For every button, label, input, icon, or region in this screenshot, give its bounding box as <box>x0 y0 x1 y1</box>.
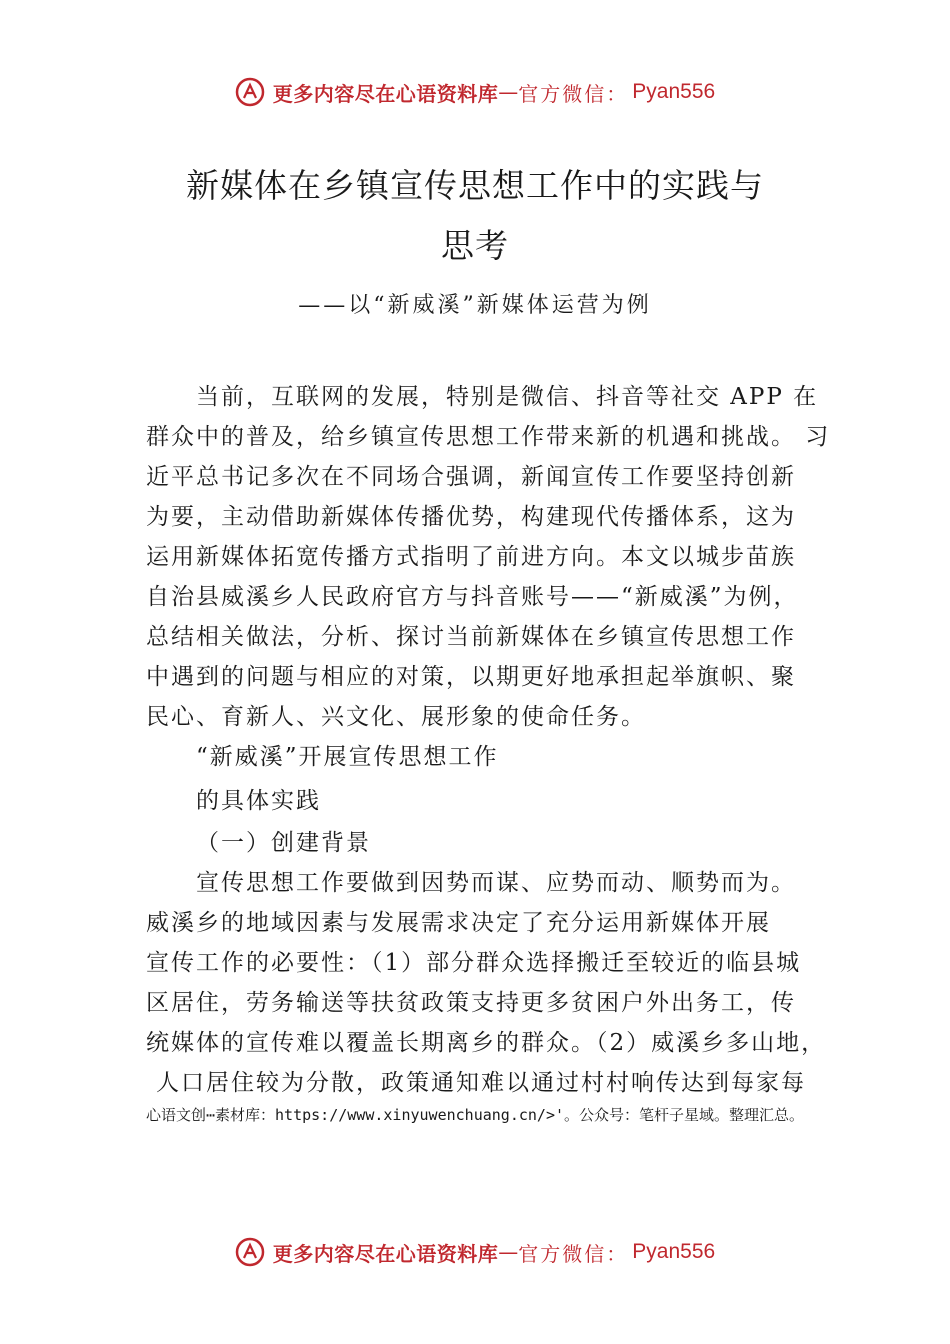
banner-wechat-label: 官方微信： <box>518 81 629 106</box>
body-line: 威溪乡的地域因素与发展需求决定了充分运用新媒体开展 <box>146 910 771 936</box>
logo-icon <box>235 1237 265 1267</box>
section-heading-line: 的具体实践 <box>196 788 321 814</box>
banner-text: 更多内容尽在心语资料库 <box>272 1241 499 1266</box>
body-line: 为要，主动借助新媒体传播优势，构建现代传播体系，这为 <box>146 504 796 530</box>
body-line: 人口居住较为分散，政策通知难以通过村村响传达到每家每 <box>156 1070 806 1096</box>
body-line: 统媒体的宣传难以覆盖长期离乡的群众。（2）威溪乡多山地， <box>146 1030 827 1056</box>
page-title-line-1: 新媒体在乡镇宣传思想工作中的实践与 <box>186 166 764 205</box>
banner-wechat-label: 官方微信： <box>518 1241 629 1266</box>
page-subtitle: ——以“新威溪”新媒体运营为例 <box>298 293 652 318</box>
body-line: 区居住，劳务输送等扶贫政策支持更多贫困户外出务工，传 <box>146 990 796 1016</box>
banner-wechat-id: Pyan556 <box>632 1240 716 1263</box>
body-line: 当前，互联网的发展，特别是微信、抖音等社交 APP 在 <box>196 384 819 410</box>
footer-note: 心语文创⋯素材库：https://www.xinyuwenchuang.cn/>'。公众号：笔杆子星域。整理汇总。 <box>145 1106 805 1124</box>
body-line: 民心、育新人、兴文化、展形象的使命任务。 <box>146 704 646 730</box>
banner-text: 更多内容尽在心语资料库 <box>272 81 499 106</box>
body-line: 宣传工作的必要性：（1）部分群众选择搬迁至较近的临县城 <box>146 950 802 976</box>
body-line: 近平总书记多次在不同场合强调，新闻宣传工作要坚持创新 <box>146 464 796 490</box>
body-line: 宣传思想工作要做到因势而谋、应势而动、顺势而为。 <box>196 870 796 896</box>
body-line: 自治县威溪乡人民政府官方与抖音账号——“新威溪”为例， <box>146 584 799 610</box>
subsection-heading: （一）创建背景 <box>196 830 371 856</box>
body-line: 群众中的普及，给乡镇宣传思想工作带来新的机遇和挑战。 习 <box>146 424 831 450</box>
body-line: 总结相关做法，分析、探讨当前新媒体在乡镇宣传思想工作 <box>146 624 796 650</box>
body-line: 运用新媒体拓宽传播方式指明了前进方向。本文以城步苗族 <box>146 544 796 570</box>
banner-separator: — <box>498 80 519 104</box>
section-heading-line: “新威溪”开展宣传思想工作 <box>196 744 499 770</box>
banner-wechat-id: Pyan556 <box>632 80 716 103</box>
page-title-line-2: 思考 <box>441 226 509 265</box>
body-line: 中遇到的问题与相应的对策，以期更好地承担起举旗帜、聚 <box>146 664 796 690</box>
top-banner <box>0 70 950 114</box>
logo-icon <box>235 77 265 107</box>
bottom-banner <box>0 1230 950 1274</box>
banner-separator: — <box>498 1240 519 1264</box>
